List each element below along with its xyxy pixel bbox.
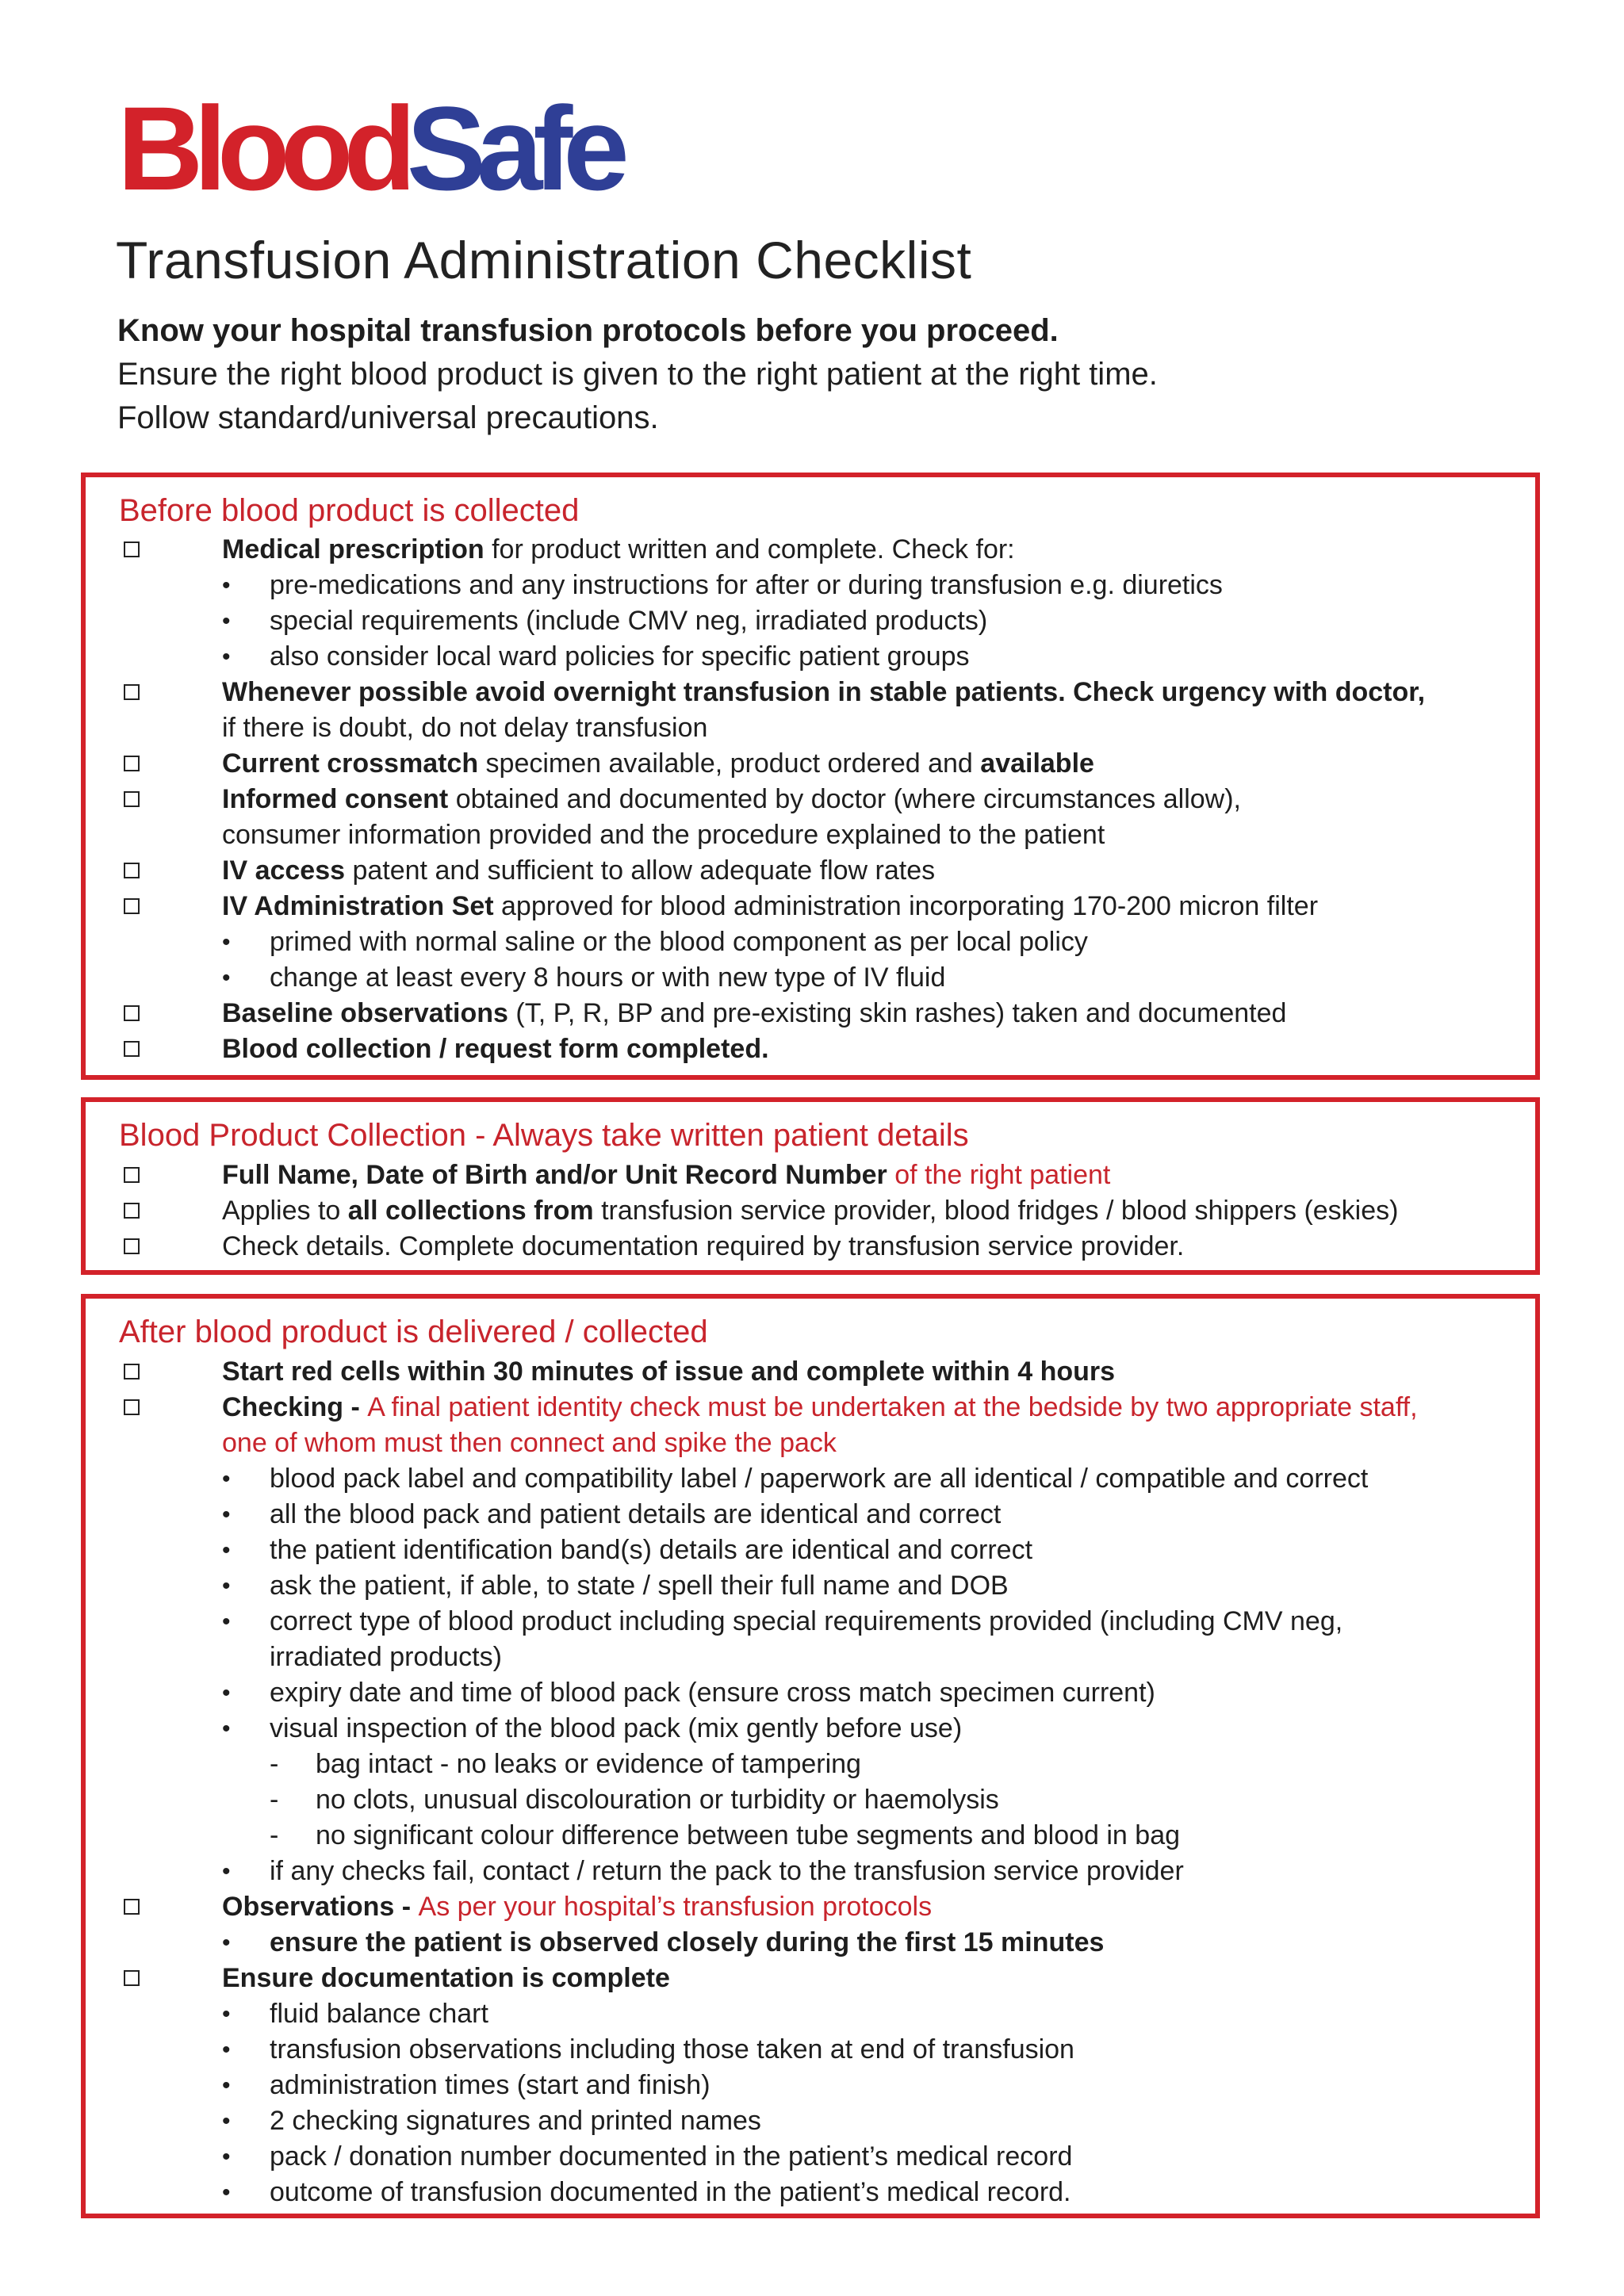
section-after-delivery	[81, 1294, 1540, 2218]
item-red: As per your hospital’s transfusion protocols	[418, 1892, 933, 1922]
bullet-icon: •	[222, 572, 231, 599]
bullet-icon: •	[222, 2037, 231, 2063]
checklist-item	[86, 675, 1535, 710]
bullet-icon: •	[222, 1466, 231, 1492]
checklist-item	[86, 996, 1535, 1031]
item-bold: Ensure documentation is complete	[222, 1963, 670, 1993]
bullet-icon: •	[222, 1573, 231, 1599]
checkbox[interactable]	[124, 791, 140, 807]
checklist-item	[86, 853, 1535, 889]
bullet-icon: •	[222, 1537, 231, 1563]
section-heading: After blood product is delivered / collected	[119, 1314, 708, 1349]
bullet-icon: •	[222, 608, 231, 634]
bullet-item	[86, 603, 1535, 639]
bullet-icon: •	[222, 2072, 231, 2099]
bullet-icon: •	[222, 1502, 231, 1528]
checklist-item	[86, 1193, 1535, 1229]
item-text: if any checks fail, contact / return the pack to the transfusion service provider	[270, 1856, 1184, 1886]
item-bold: IV access	[222, 855, 346, 886]
checkbox[interactable]	[124, 1203, 140, 1219]
checklist-item	[86, 1031, 1535, 1067]
logo-safe: Safe	[406, 82, 620, 215]
sub-item	[86, 1747, 1535, 1782]
section-heading: Before blood product is collected	[119, 493, 580, 528]
bullet-icon: •	[222, 1716, 231, 1742]
checklist-item	[86, 889, 1535, 924]
bullet-item	[86, 1711, 1535, 1747]
item-text: primed with normal saline or the blood component as per local policy	[270, 927, 1088, 957]
item-text: pack / donation number documented in the patient’s medical record	[270, 2141, 1073, 2172]
item-text: for product written and complete. Check for:	[484, 534, 1015, 564]
dash-icon: -	[270, 1785, 279, 1815]
dash-icon: -	[270, 1820, 279, 1850]
item-bold: ensure the patient is observed closely during the first 15 minutes	[270, 1927, 1105, 1957]
item-text: fluid balance chart	[270, 1999, 488, 2029]
item-text: if there is doubt, do not delay transfusion	[222, 713, 708, 743]
item-bold: Full Name, Date of Birth and/or Unit Record Number	[222, 1160, 887, 1190]
bullet-item	[86, 924, 1535, 960]
item-text: (T, P, R, BP and pre-existing skin rashes) taken and documented	[508, 998, 1287, 1028]
bullet-item	[86, 1568, 1535, 1604]
bullet-icon: •	[222, 1930, 231, 1956]
item-text: irradiated products)	[270, 1642, 502, 1672]
intro-line-3: Follow standard/universal precautions.	[117, 400, 659, 435]
item-text: change at least every 8 hours or with new type of IV fluid	[270, 962, 946, 993]
section-before-collection	[81, 473, 1540, 1080]
logo-blood: Blood	[117, 82, 407, 215]
bullet-item	[86, 568, 1535, 603]
item-text: no clots, unusual discolouration or turbidity or haemolysis	[316, 1785, 999, 1815]
checkbox[interactable]	[124, 756, 140, 771]
checkbox[interactable]	[124, 684, 140, 700]
bullet-icon: •	[222, 2001, 231, 2027]
bloodsafe-logo	[117, 82, 620, 215]
bullet-item	[86, 1925, 1535, 1961]
sub-item	[86, 1818, 1535, 1854]
bullet-item	[86, 1675, 1535, 1711]
sub-item	[86, 1782, 1535, 1818]
bullet-item	[86, 960, 1535, 996]
item-text: Check details. Complete documentation required by transfusion service provider.	[222, 1231, 1185, 1261]
item-text: pre-medications and any instructions for after or during transfusion e.g. diuretics	[270, 570, 1223, 600]
bullet-icon: •	[222, 2179, 231, 2206]
item-bold: all collections from	[347, 1196, 594, 1226]
item-text: special requirements (include CMV neg, irradiated products)	[270, 606, 988, 636]
item-text: ask the patient, if able, to state / spell their full name and DOB	[270, 1571, 1009, 1601]
continuation-line	[86, 710, 1535, 746]
checkbox[interactable]	[124, 1238, 140, 1254]
bullet-item	[86, 1497, 1535, 1533]
item-text: bag intact - no leaks or evidence of tampering	[316, 1749, 861, 1779]
checkbox[interactable]	[124, 1399, 140, 1415]
bullet-icon: •	[222, 1680, 231, 1706]
item-bold: IV Administration Set	[222, 891, 494, 921]
item-text: all the blood pack and patient details are identical and correct	[270, 1499, 1002, 1529]
section-product-collection	[81, 1097, 1540, 1275]
item-text: visual inspection of the blood pack (mix gently before use)	[270, 1713, 963, 1743]
intro-bold-line: Know your hospital transfusion protocols before you proceed.	[117, 313, 1059, 348]
item-text: obtained and documented by doctor (where circumstances allow),	[448, 784, 1241, 814]
bullet-item	[86, 639, 1535, 675]
item-text: blood pack label and compatibility label / paperwork are all identical / compatible and correct	[270, 1464, 1369, 1494]
item-text: transfusion observations including those taken at end of transfusion	[270, 2034, 1074, 2064]
continuation-line	[86, 1640, 1535, 1675]
page-title: Transfusion Administration Checklist	[116, 231, 972, 289]
item-text: consumer information provided and the procedure explained to the patient	[222, 820, 1105, 850]
item-red: A final patient identity check must be undertaken at the bedside by two appropriate staff,	[367, 1392, 1418, 1422]
item-text: the patient identification band(s) details are identical and correct	[270, 1535, 1033, 1565]
item-text: expiry date and time of blood pack (ensure cross match specimen current)	[270, 1678, 1155, 1708]
bullet-item	[86, 2068, 1535, 2103]
bullet-item	[86, 2175, 1535, 2210]
item-text: also consider local ward policies for specific patient groups	[270, 641, 970, 672]
intro-line-2: Ensure the right blood product is given to the right patient at the right time.	[117, 357, 1158, 392]
checkbox[interactable]	[124, 1041, 140, 1057]
checkbox[interactable]	[124, 1970, 140, 1986]
item-bold: Current crossmatch	[222, 748, 479, 779]
continuation-line	[86, 1425, 1535, 1461]
continuation-line	[86, 817, 1535, 853]
item-bold: available	[980, 748, 1094, 779]
bullet-icon: •	[222, 965, 231, 991]
checklist-item	[86, 746, 1535, 782]
item-red: one of whom must then connect and spike the pack	[222, 1428, 837, 1458]
item-bold: Baseline observations	[222, 998, 508, 1028]
checklist-item	[86, 782, 1535, 817]
bullet-item	[86, 1996, 1535, 2032]
item-text: no significant colour difference between tube segments and blood in bag	[316, 1820, 1181, 1850]
item-bold: Observations -	[222, 1892, 419, 1922]
item-bold: Checking -	[222, 1392, 368, 1422]
item-red: of the right patient	[887, 1160, 1111, 1190]
bullet-icon: •	[222, 2144, 231, 2170]
item-text: 2 checking signatures and printed names	[270, 2106, 761, 2136]
bullet-icon: •	[222, 1609, 231, 1635]
item-bold: Informed consent	[222, 784, 449, 814]
item-bold: Whenever possible avoid overnight transfusion in stable patients. Check urgency with doctor,	[222, 677, 1426, 707]
item-text: approved for blood administration incorporating 170-200 micron filter	[493, 891, 1319, 921]
item-text: administration times (start and finish)	[270, 2070, 710, 2100]
bullet-item	[86, 1604, 1535, 1640]
bullet-item	[86, 2139, 1535, 2175]
dash-icon: -	[270, 1749, 279, 1779]
item-text: outcome of transfusion documented in the patient’s medical record.	[270, 2177, 1071, 2207]
bullet-item	[86, 1533, 1535, 1568]
item-text: Applies to	[222, 1196, 348, 1226]
checkbox[interactable]	[124, 1899, 140, 1915]
bullet-item	[86, 2032, 1535, 2068]
checkbox[interactable]	[124, 863, 140, 878]
item-text: specimen available, product ordered and	[478, 748, 981, 779]
item-bold: Medical prescription	[222, 534, 485, 564]
item-text: patent and sufficient to allow adequate flow rates	[345, 855, 936, 886]
bullet-icon: •	[222, 1858, 231, 1885]
checklist-item	[86, 1961, 1535, 1996]
checklist-item	[86, 1229, 1535, 1265]
checklist-item	[86, 1390, 1535, 1425]
checkbox[interactable]	[124, 1005, 140, 1021]
checkbox[interactable]	[124, 541, 140, 557]
bullet-icon: •	[222, 2108, 231, 2134]
bullet-item	[86, 1461, 1535, 1497]
checkbox[interactable]	[124, 1364, 140, 1380]
checkbox[interactable]	[124, 1167, 140, 1183]
item-text: transfusion service provider, blood fridges / blood shippers (eskies)	[593, 1196, 1399, 1226]
bullet-icon: •	[222, 644, 231, 670]
bullet-item	[86, 2103, 1535, 2139]
checkbox[interactable]	[124, 898, 140, 914]
checklist-item	[86, 1158, 1535, 1193]
bullet-icon: •	[222, 929, 231, 955]
checklist-item	[86, 532, 1535, 568]
checklist-item	[86, 1889, 1535, 1925]
bullet-item	[86, 1854, 1535, 1889]
item-bold: Start red cells within 30 minutes of issue and complete within 4 hours	[222, 1357, 1116, 1387]
section-heading: Blood Product Collection - Always take written patient details	[119, 1118, 969, 1153]
intro	[117, 309, 1158, 440]
item-bold: Blood collection / request form completed.	[222, 1034, 769, 1064]
checklist-item	[86, 1354, 1535, 1390]
item-text: correct type of blood product including special requirements provided (including CMV neg,	[270, 1606, 1343, 1636]
